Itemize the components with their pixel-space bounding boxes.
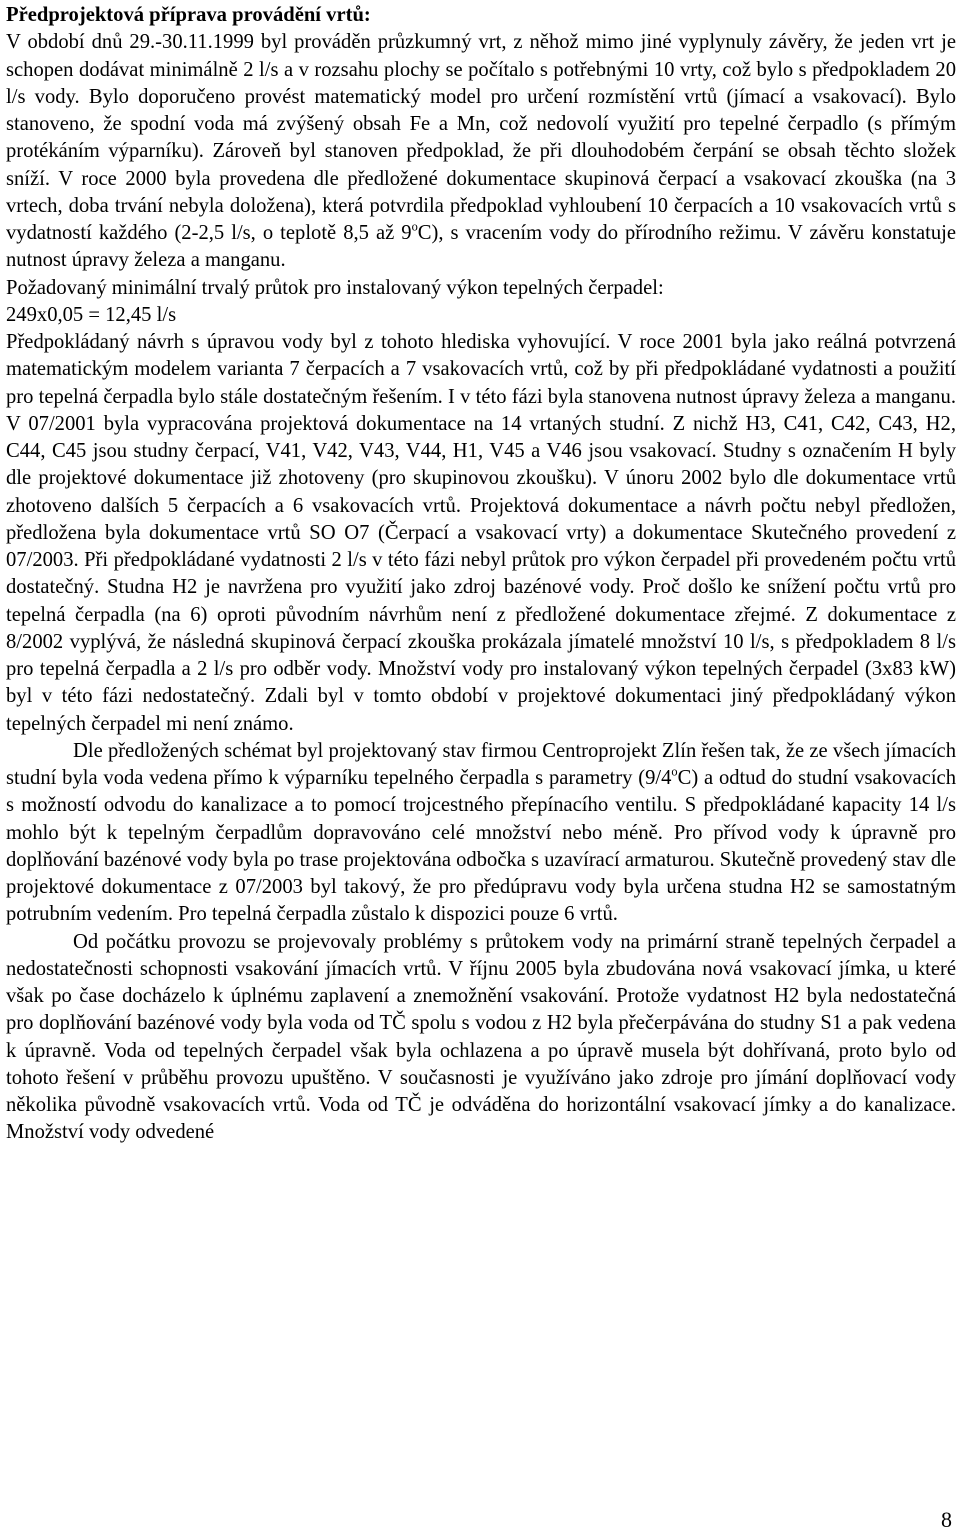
flow-calculation: 249x0,05 = 12,45 l/s xyxy=(6,303,177,326)
degree-mark: o xyxy=(671,764,678,779)
paragraph-project-history: Předpokládaný návrh s úpravou vody byl z tohoto hlediska vyhovující. V roce 2001 byla jako reálná potvrzená matematickým modelem varianta 7 čerpacích a 7 vsakovacích vrtů, což by při předpokládané vydatnosti a použití pro tepelná čerpadla bylo stále dostatečným řešením. I v této fázi byla stanovena nutnost úpravy železa a manganu. V 07/2001 byla vypracována projektová dokumentace na 14 vrtaných studní. Z nichž H3, C41, C42, C43, H2, C44, C45 jsou studny čerpací, V41, V42, V43, V44, H1, V45 a V46 jsou vsakovací. Studny s označením H byly dle projektové dokumentace již zhotoveny (pro skupinovou zkoušku). V únoru 2002 bylo dle dokumentace vrtů zhotoveno dalších 5 čerpacích a 6 vsakovacích vrtů. Projektová dokumentace a návrh počtu nebyl předložen, předložena byla dokumentace vrtů SO O7 (Čerpací a vsakovací vrty) a dokumentace Skutečného provedení z 07/2003. Při předpokládané vydatnosti 2 l/s v této fázi nebyl průtok pro výkon čerpadel při provedeném počtu vrtů dostatečný. Studna H2 je navržena pro využití jako zdroj bazénové vody. Proč došlo ke snížení počtu vrtů pro tepelná čerpadla (na 6) oproti původním návrhům není z předložené dokumentace zřejmé. Z dokumentace z 8/2002 vyplývá, že následná skupinová čerpací zkouška prokázala jímatelé množství 10 l/s, s předpokladem 8 l/s pro tepelná čerpadla a 2 l/s pro odběr vody. Množství vody pro instalovaný výkon tepelných čerpadel (3x83 kW) byl v této fázi nedostatečný. Zdali byl v tomto období v projektové dokumentaci jiný předpokládaný výkon tepelných čerpadel mi není známo. xyxy=(6,331,956,735)
page-number: 8 xyxy=(941,1507,952,1532)
survey-text: V období dnů 29.-30.11.1999 byl prováděn průzkumný vrt, z něhož mimo jiné vyplynuly závěry, že jeden vrt je schopen dodávat minimálně 2 l/s a v rozsahu plochy se počítalo s potřebnými 10 vrty, což bylo s předpokladem 20 l/s vody. Bylo doporučeno provést matematický model pro určení rozmístění vrtů (jímací a vsakovací). Bylo stanoveno, že spodní voda má zvýšený obsah Fe a Mn, což nedovolí využití pro tepelné čerpadlo (s přímým protékáním výparníku). Zároveň byl stanoven předpoklad, že při dlouhodobém čerpání se obsah těchto složek sníží. V roce 2000 byla provedena dle předložené dokumentace skupinová čerpací a vsakovací zkouška (na 3 vrtech, doba trvání nebyla doložena), která potvrdila předpoklad vyhloubení 10 čerpacích a 10 vsakovacích vrtů s vydatností každého (2-2,5 l/s, o teplotě 8,5 až 9 xyxy=(6,31,956,244)
survey-text-end: C), s vracením vody do přírodního režimu. V závěru konstatuje nutnost úpravy železa a manganu. xyxy=(6,222,956,272)
section-heading: Předprojektová příprava provádění vrtů: xyxy=(6,4,371,26)
paragraph-operation-problems: Od počátku provozu se projevovaly problémy s průtokem vody na primární straně tepelných čerpadel a nedostatečnosti schopnosti vsakování jímacích vrtů. V říjnu 2005 byla zbudována nová vsakovací jímka, u které však po čase docházelo k úplnému zaplavení a znemožnění vsakování. Protože vydatnost H2 byla nedostatečná pro doplňování bazénové vody byla voda od TČ spolu s vodou z H2 byla přečerpávána do studny S1 a pak vedena k úpravně. Voda od tepelných čerpadel však byla ochlazena a po úpravě musela být dohřívaná, proto bylo od tohoto řešení v průběhu provozu upuštěno. V současnosti je využíváno jako zdroje pro jímání doplňovací vody několika původně vsakovacích vrtů. Voda od TČ je odváděna do horizontální vsakovací jímky a do kanalizace. Množství vody odvedené xyxy=(6,930,956,1144)
degree-mark: o xyxy=(411,219,418,234)
schematics-text-end: C) a odtud do studní vsakovacích s možností odvodu do kanalizace a to pomocí trojcestného přepínacího ventilu. S předpokládané kapacity 14 l/s mohlo být k tepelným čerpadlům dopravováno celé množství nebo méně. Pro přívod vody k úpravně pro doplňování bazénové vody byla po trase projektována odbočka s uzavírací armaturou. Skutečně provedený stav dle projektové dokumentace z 07/2003 byl takový, že pro předúpravu vody byla určena studna H2 se samostatným potrubním vedením. Pro tepelná čerpadla zůstalo k dispozici pouze 6 vrtů. xyxy=(6,767,956,926)
schematics-text: Dle předložených schémat byl projektovaný stav firmou Centroprojekt Zlín řešen tak, že ze všech jímacích studní byla voda vedena přímo k výparníku tepelného čerpadla s parametry (9/4 xyxy=(6,739,956,789)
paragraph-preliminary-survey xyxy=(6,29,956,274)
paragraph-schematics xyxy=(6,738,956,929)
document-page xyxy=(6,2,956,1147)
flow-requirement-label: Požadovaný minimální trvalý průtok pro instalovaný výkon tepelných čerpadel: xyxy=(6,276,664,299)
